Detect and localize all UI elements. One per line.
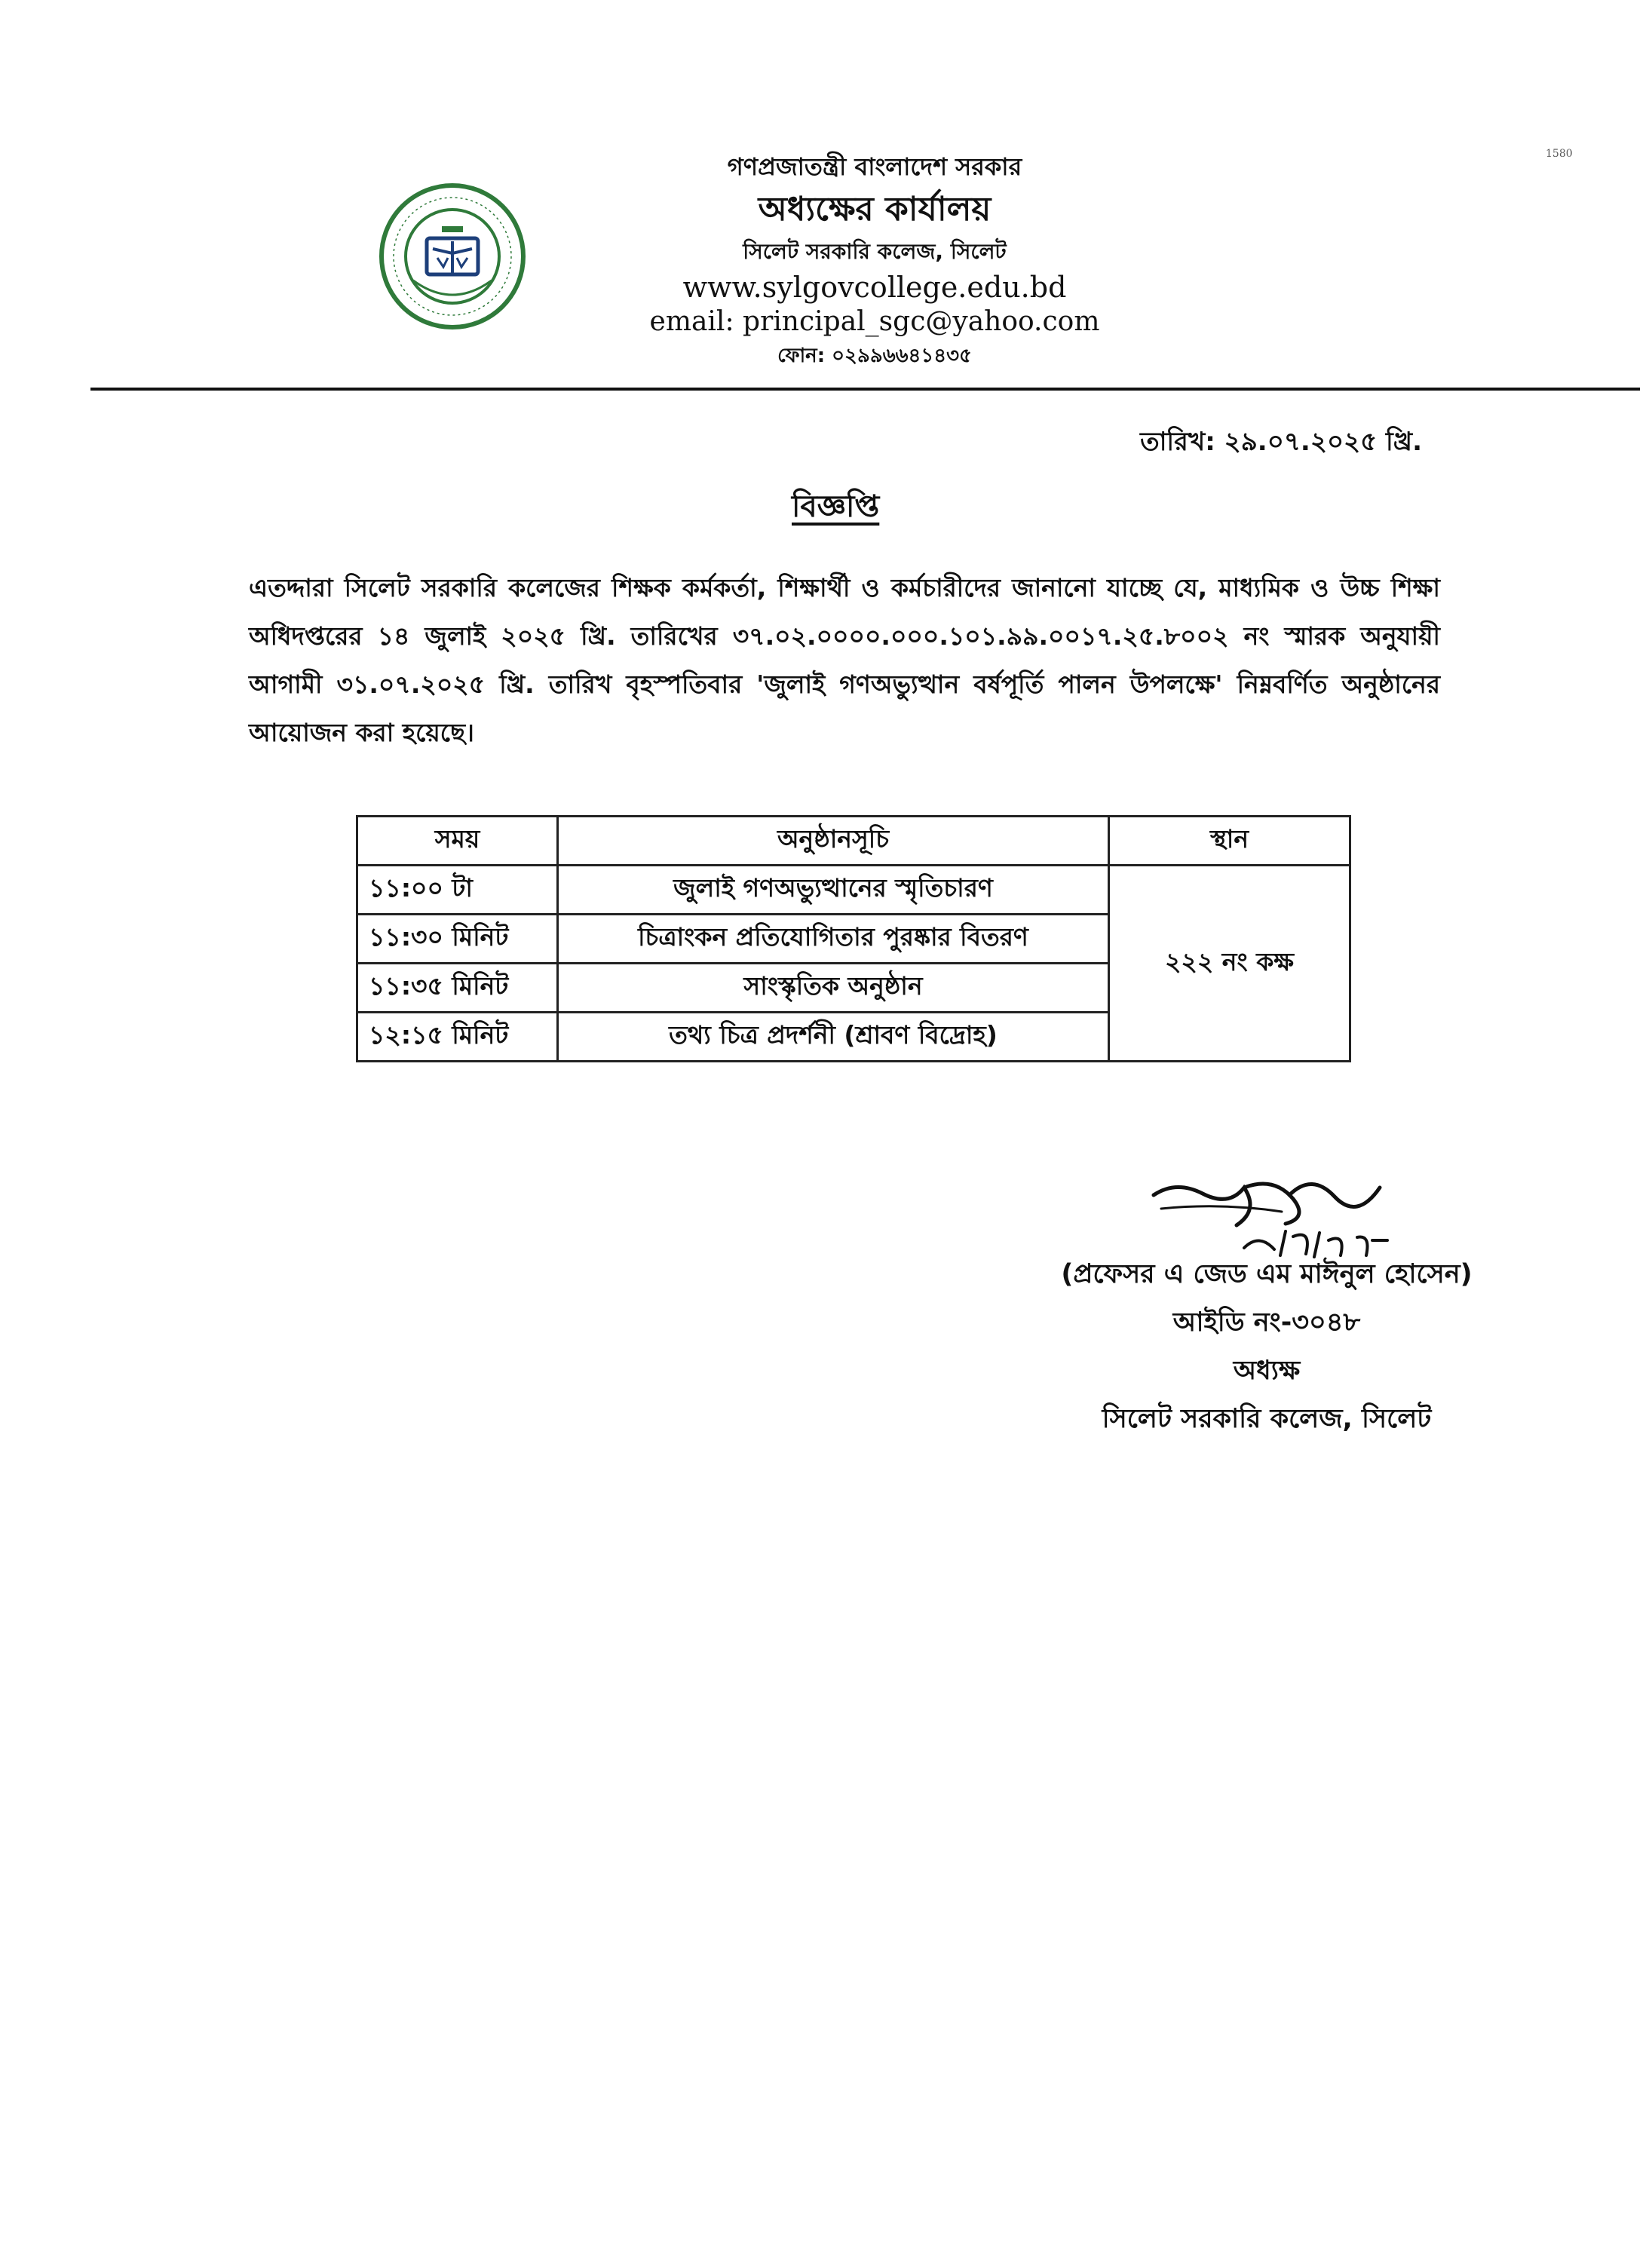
signatory-institution: সিলেট সরকারি কলেজ, সিলেট <box>1102 1404 1432 1434</box>
signatory-name: (প্রফেসর এ জেড এম মাঈনুল হোসেন) <box>1061 1259 1473 1289</box>
time-cell: ১১:০০ টা <box>357 866 558 915</box>
program-cell: চিত্রাংকন প্রতিযোগিতার পুরষ্কার বিতরণ <box>558 915 1109 964</box>
venue-cell: ২২২ নং কক্ষ <box>1109 866 1350 1062</box>
govt-line: গণপ্রজাতন্ত্রী বাংলাদেশ সরকার <box>727 152 1022 181</box>
time-cell: ১১:৩০ মিনিট <box>357 915 558 964</box>
signatory-designation: অধ্যক্ষ <box>1233 1356 1301 1386</box>
notice-date: তারিখ: ২৯.০৭.২০২৫ খ্রি. <box>1140 427 1422 457</box>
header-divider <box>90 388 1640 391</box>
program-cell: তথ্য চিত্র প্রদর্শনী (শ্রাবণ বিদ্রোহ) <box>558 1013 1109 1062</box>
college-name: সিলেট সরকারি কলেজ, সিলেট <box>743 239 1007 264</box>
college-seal-logo <box>377 181 528 332</box>
notice-title: বিজ্ঞপ্তি <box>792 489 880 524</box>
table-row <box>357 866 1350 915</box>
notice-body: এতদ্দারা সিলেট সরকারি কলেজের শিক্ষক কর্মকর্তা, শিক্ষার্থী ও কর্মচারীদের জানানো যাচ্ছে যে, মাধ্যমিক ও উচ্চ শিক্ষা অধিদপ্তরের ১৪ জুলাই ২০২৫ খ্রি. তারিখের ৩৭.০২.০০০০.০০০.১০১.৯৯.০০১৭.২৫.৮০০২ নং স্মারক অনুযায়ী আগামী ৩১.০৭.২০২৫ খ্রি. তারিখ বৃহস্পতিবার 'জুলাই গণঅভ্যুত্থান বর্ষপূর্তি পালন উপলক্ষে' নিম্নবর্ণিত অনুষ্ঠানের আয়োজন করা হয়েছে। <box>249 573 1440 747</box>
phone-number: ফোন: ০২৯৯৬৬৪১৪৩৫ <box>777 345 972 367</box>
email-link[interactable]: email: principal_sgc@yahoo.com <box>649 306 1100 337</box>
time-cell: ১১:৩৫ মিনিট <box>357 964 558 1013</box>
program-cell: জুলাই গণঅভ্যুত্থানের স্মৃতিচারণ <box>558 866 1109 915</box>
column-header-venue: স্থান <box>1109 817 1350 866</box>
signature-block <box>1041 1250 1493 1443</box>
signatory-id: আইডি নং-৩০৪৮ <box>1172 1307 1361 1338</box>
office-name: অধ্যক্ষের কার্যালয় <box>758 190 992 228</box>
website-link[interactable]: www.sylgovcollege.edu.bd <box>682 271 1067 304</box>
letterhead <box>573 148 1176 372</box>
program-schedule-table <box>356 815 1351 1062</box>
time-cell: ১২:১৫ মিনিট <box>357 1013 558 1062</box>
page-number: 1580 <box>1546 148 1573 160</box>
table-header-row <box>357 817 1350 866</box>
program-cell: সাংস্কৃতিক অনুষ্ঠান <box>558 964 1109 1013</box>
column-header-time: সময় <box>357 817 558 866</box>
column-header-program: অনুষ্ঠানসূচি <box>558 817 1109 866</box>
